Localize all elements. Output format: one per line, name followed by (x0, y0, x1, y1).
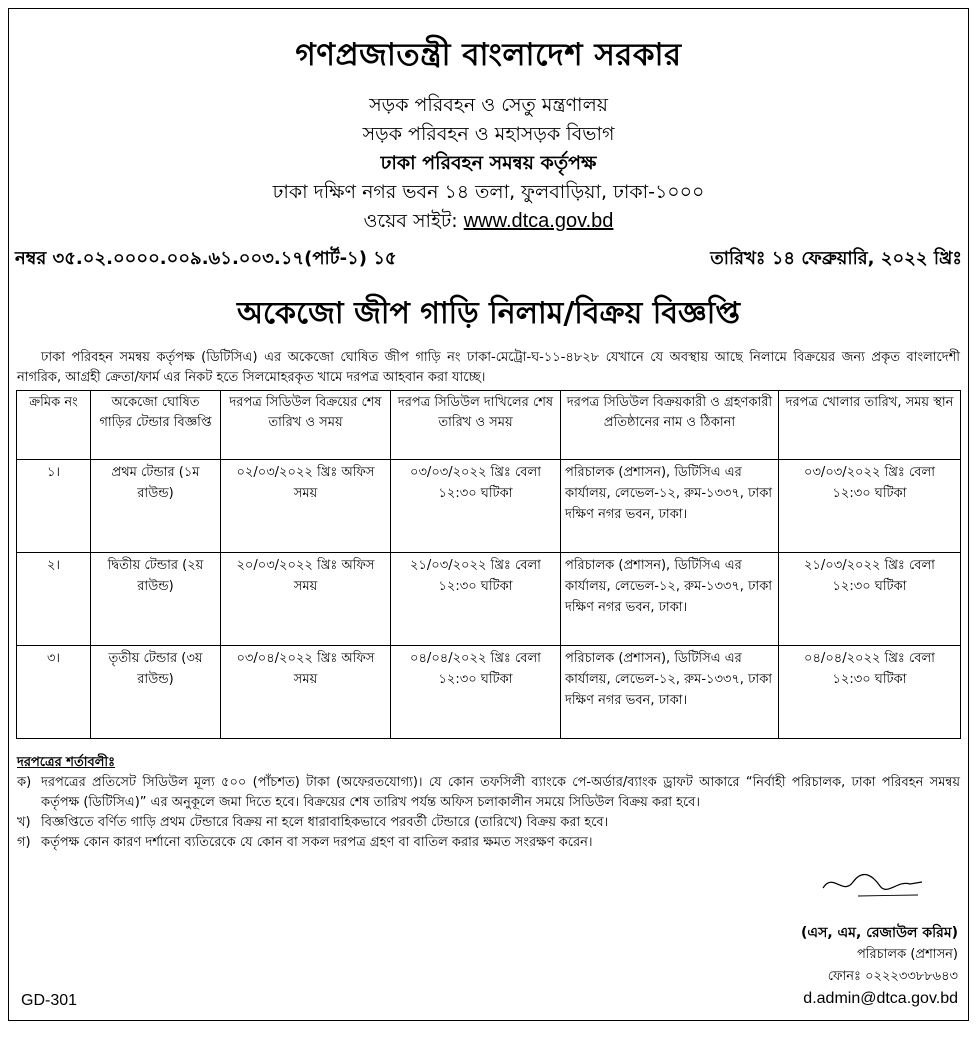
cell-office: পরিচালক (প্রশাসন), ডিটিসিএ এর কার্যালয়, লেভেল-১২, রুম-১৩৩৭, ঢাকা দক্ষিণ নগর ভবন, ঢাকা। (561, 553, 779, 646)
cell-submit-deadline: ০৩/০৩/২০২২ খ্রিঃ বেলা ১২:৩০ ঘটিকা (391, 460, 561, 553)
cell-sale-deadline: ০২/০৩/২০২২ খ্রিঃ অফিস সময় (221, 460, 391, 553)
terms-section (17, 753, 960, 853)
document-code: GD-301 (21, 992, 78, 1009)
memo-number: নম্বর ৩৫.০২.০০০০.০০৯.৬১.০০৩.১৭(পার্ট-১) ১৫ (15, 248, 397, 269)
table-row (17, 646, 961, 739)
cell-tender: দ্বিতীয় টেন্ডার (২য় রাউন্ড) (91, 553, 221, 646)
signatory-designation: পরিচালক (প্রশাসন) (856, 947, 958, 962)
term-key: খ) (17, 815, 31, 830)
memo-date: তারিখঃ ১৪ ফেব্রুয়ারি, ২০২২ খ্রিঃ (710, 248, 962, 269)
cell-serial: ২। (17, 553, 91, 646)
term-key: ক) (17, 775, 32, 790)
col-header-serial: ক্রমিক নং (17, 391, 91, 460)
website-link[interactable]: www.dtca.gov.bd (463, 210, 614, 232)
cell-office: পরিচালক (প্রশাসন), ডিটিসিএ এর কার্যালয়, লেভেল-১২, রুম-১৩৩৭, ঢাকা দক্ষিণ নগর ভবন, ঢাকা। (561, 460, 779, 553)
reference-row (15, 244, 962, 275)
col-header-office: দরপত্র সিডিউল বিক্রয়কারী ও গ্রহণকারী প্রতিষ্ঠানের নাম ও ঠিকানা (561, 391, 779, 460)
term-item (17, 773, 960, 813)
tender-schedule-table (16, 390, 961, 739)
col-header-tender: অকেজো ঘোষিত গাড়ির টেন্ডার বিজ্ঞপ্তি (91, 391, 221, 460)
cell-submit-deadline: ০৪/০৪/২০২২ খ্রিঃ বেলা ১২:৩০ ঘটিকা (391, 646, 561, 739)
cell-submit-deadline: ২১/০৩/২০২২ খ্রিঃ বেলা ১২:৩০ ঘটিকা (391, 553, 561, 646)
notice-title: অকেজো জীপ গাড়ি নিলাম/বিক্রয় বিজ্ঞপ্তি (237, 296, 740, 331)
signatory-email[interactable]: d.admin@dtca.gov.bd (803, 990, 958, 1007)
office-address: ঢাকা দক্ষিণ নগর ভবন ১৪ তলা, ফুলবাড়িয়া, ঢাকা-১০০০ (272, 181, 705, 203)
intro-paragraph: ঢাকা পরিবহন সমন্বয় কর্তৃপক্ষ (ডিটিসিএ) এর অকেজো ঘোষিত জীপ গাড়ি নং ঢাকা-মেট্রো-ঘ-১১-৪৮২৮ যেখানে যে অবস্থায় আছে নিলামে বিক্রয়ের জন্য প্রকৃত বাংলাদেশী নাগরিক, আগ্রহী ক্রেতা/ফার্ম এর নিকট হতে সিলমোহরকৃত খামে দরপত্র আহবান করা যাচ্ছে। (17, 350, 960, 385)
term-text: বিজ্ঞপ্তিতে বর্ণিত গাড়ি প্রথম টেন্ডারে বিক্রয় না হলে ধারাবাহিকভাবে পরবর্তী টেন্ডারে (তারিখে) বিক্রয় করা হবে। (41, 815, 609, 830)
col-header-opening: দরপত্র খোলার তারিখ, সময় স্থান (779, 391, 961, 460)
cell-opening: ২১/০৩/২০২২ খ্রিঃ বেলা ১২:৩০ ঘটিকা (779, 553, 961, 646)
cell-opening: ০৪/০৪/২০২২ খ্রিঃ বেলা ১২:৩০ ঘটিকা (779, 646, 961, 739)
cell-serial: ১। (17, 460, 91, 553)
notice-page (8, 8, 969, 1021)
col-header-sale-deadline: দরপত্র সিডিউল বিক্রয়ের শেষ তারিখ ও সময় (221, 391, 391, 460)
table-row (17, 553, 961, 646)
col-header-submit-deadline: দরপত্র সিডিউল দাখিলের শেষ তারিখ ও সময় (391, 391, 561, 460)
cell-tender: তৃতীয় টেন্ডার (৩য় রাউন্ড) (91, 646, 221, 739)
website-line (9, 207, 968, 236)
table-header-row (17, 391, 961, 460)
term-item (17, 833, 960, 853)
authority-name: ঢাকা পরিবহন সমন্বয় কর্তৃপক্ষ (380, 152, 597, 174)
signatory-name: (এস, এম, রেজাউল করিম) (801, 925, 958, 941)
cell-office: পরিচালক (প্রশাসন), ডিটিসিএ এর কার্যালয়, লেভেল-১২, রুম-১৩৩৭, ঢাকা দক্ষিণ নগর ভবন, ঢাকা। (561, 646, 779, 739)
table-row (17, 460, 961, 553)
cell-serial: ৩। (17, 646, 91, 739)
division-name: সড়ক পরিবহন ও মহাসড়ক বিভাগ (362, 123, 615, 145)
term-text: কর্তৃপক্ষ কোন কারণ দর্শানো ব্যতিরেকে যে কোন বা সকল দরপত্র গ্রহণ বা বাতিল করার ক্ষমত সংরক্ষণ করেন। (41, 835, 593, 850)
signature-block (801, 922, 958, 1010)
term-item (17, 813, 960, 833)
cell-sale-deadline: ২০/০৩/২০২২ খ্রিঃ অফিস সময় (221, 553, 391, 646)
cell-opening: ০৩/০৩/২০২২ খ্রিঃ বেলা ১২:৩০ ঘটিকা (779, 460, 961, 553)
handwritten-signature (818, 868, 928, 902)
ministry-name: সড়ক পরিবহন ও সেতু মন্ত্রণালয় (369, 94, 608, 116)
term-text: দরপত্রের প্রতিসেট সিডিউল মূল্য ৫০০ (পাঁচশত) টাকা (অফেরতযোগ্য)। যে কোন তফসিলী ব্যাংকে পে-অর্ডার/ব্যাংক ড্রাফট আকারে “নির্বাহী পরিচালক, ঢাকা পরিবহন সমন্বয় কর্তৃপক্ষ (ডিটিসিএ)” এর অনুকূলে জমা দিতে হবে। বিক্রয়ের শেষ তারিখ পর্যন্ত অফিস চলাকালীন সময়ে সিডিউল বিক্রয় করা হবে। (41, 775, 960, 810)
cell-sale-deadline: ০৩/০৪/২০২২ খ্রিঃ অফিস সময় (221, 646, 391, 739)
terms-heading: দরপত্রের শর্তাবলীঃ (17, 755, 116, 770)
cell-tender: প্রথম টেন্ডার (১ম রাউন্ড) (91, 460, 221, 553)
website-label: ওয়েব সাইট: (363, 210, 458, 232)
government-title: গণপ্রজাতন্ত্রী বাংলাদেশ সরকার (295, 37, 682, 73)
signatory-phone: ফোনঃ ০২২২৩৩৮৮৬৪৩ (827, 969, 958, 984)
term-key: গ) (17, 835, 31, 850)
